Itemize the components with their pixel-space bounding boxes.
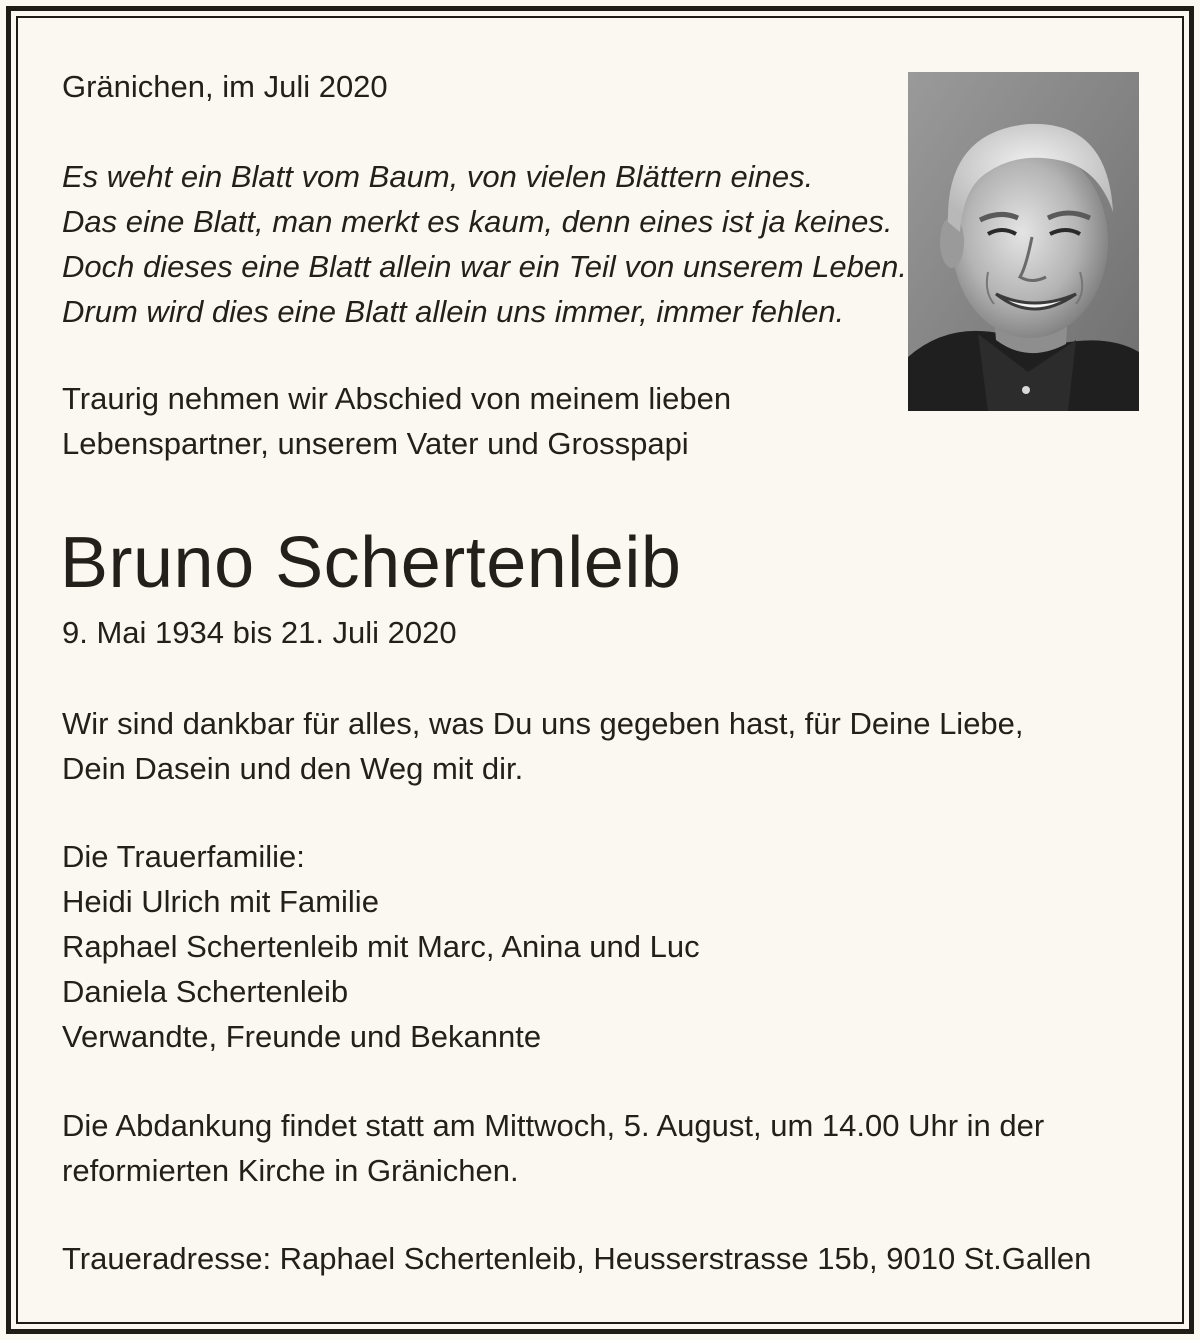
ceremony-info xyxy=(62,1103,1044,1193)
gratitude-line: Dein Dasein und den Weg mit dir. xyxy=(62,751,524,786)
gratitude-line: Wir sind dankbar für alles, was Du uns gegeben hast, für Deine Liebe, xyxy=(62,706,1024,741)
poem xyxy=(62,154,907,334)
family-heading: Die Trauerfamilie: xyxy=(62,839,305,874)
family-list xyxy=(62,834,700,1059)
poem-line: Es weht ein Blatt vom Baum, von vielen Blättern eines. xyxy=(62,159,814,194)
ceremony-line: Die Abdankung findet statt am Mittwoch, 5. August, um 14.00 Uhr in der xyxy=(62,1108,1045,1143)
intro-text xyxy=(62,376,731,466)
poem-line: Doch dieses eine Blatt allein war ein Teil von unserem Leben. xyxy=(62,249,907,284)
place-date: Gränichen, im Juli 2020 xyxy=(62,69,388,104)
family-member: Daniela Schertenleib xyxy=(62,974,349,1009)
gratitude-text xyxy=(62,701,1024,791)
ceremony-line: reformierten Kirche in Gränichen. xyxy=(62,1153,519,1188)
mourning-address: Traueradresse: Raphael Schertenleib, Heusserstrasse 15b, 9010 St.Gallen xyxy=(62,1241,1092,1276)
portrait-photo xyxy=(908,72,1139,411)
poem-line: Das eine Blatt, man merkt es kaum, denn eines ist ja keines. xyxy=(62,204,893,239)
family-member: Raphael Schertenleib mit Marc, Anina und Luc xyxy=(62,929,700,964)
portrait-illustration xyxy=(908,72,1139,411)
poem-line: Drum wird dies eine Blatt allein uns immer, immer fehlen. xyxy=(62,294,845,329)
family-member: Heidi Ulrich mit Familie xyxy=(62,884,379,919)
intro-line: Lebenspartner, unserem Vater und Grosspapi xyxy=(62,426,689,461)
intro-line: Traurig nehmen wir Abschied von meinem lieben xyxy=(62,381,732,416)
deceased-name: Bruno Schertenleib xyxy=(60,523,682,603)
family-member: Verwandte, Freunde und Bekannte xyxy=(62,1019,542,1054)
life-dates: 9. Mai 1934 bis 21. Juli 2020 xyxy=(62,615,457,650)
